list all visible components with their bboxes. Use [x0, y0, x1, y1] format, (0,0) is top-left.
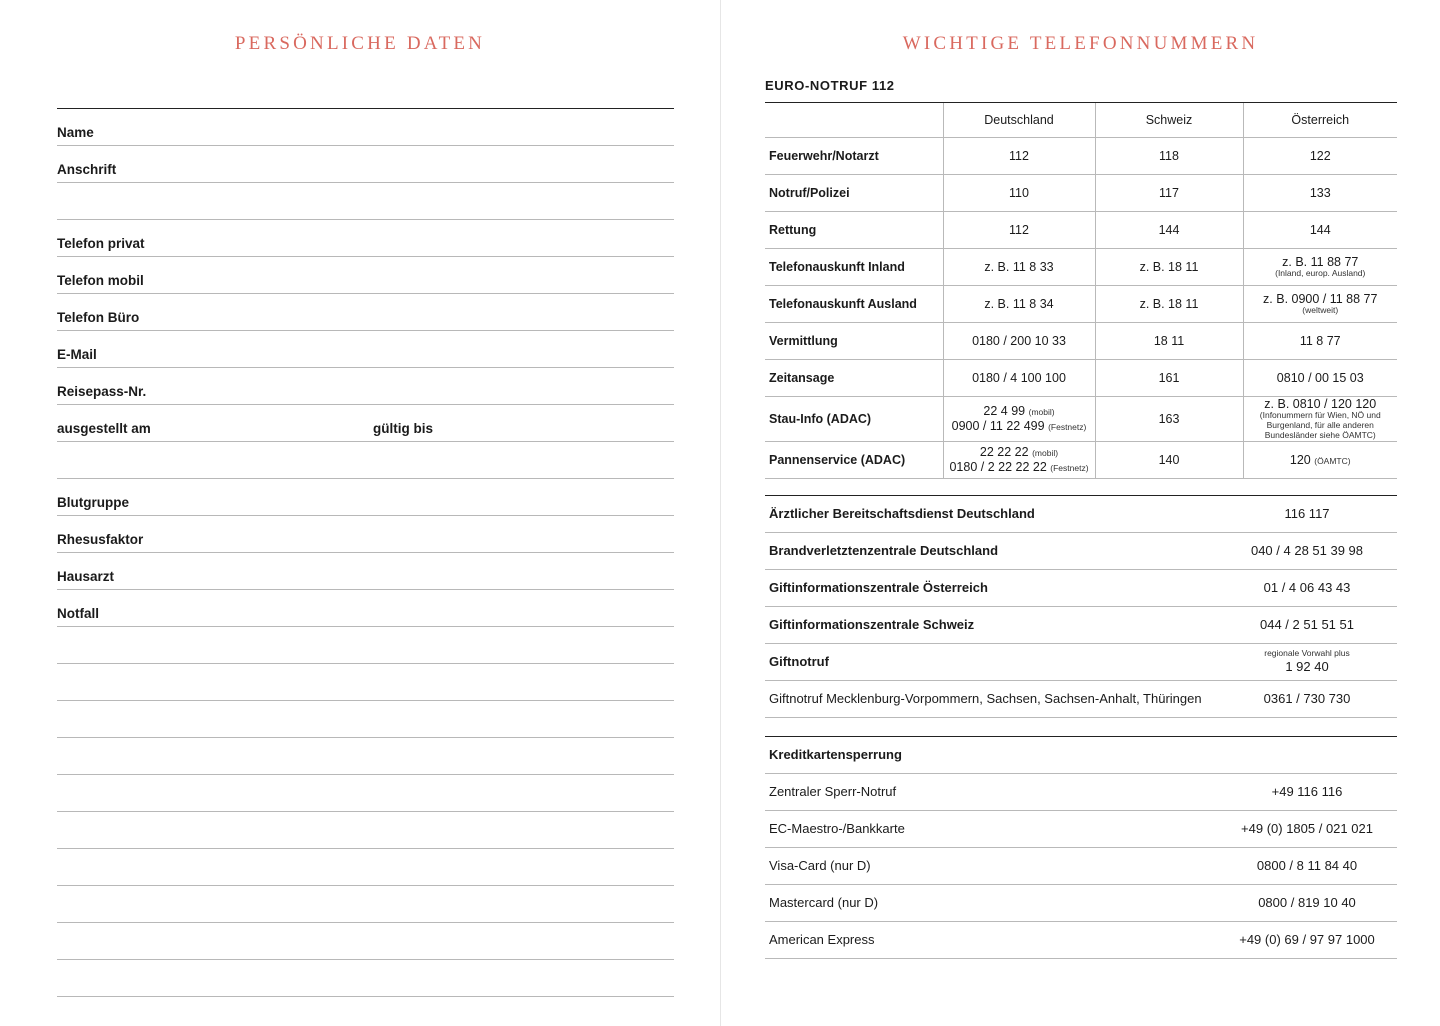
row-label: Vermittlung	[765, 323, 943, 360]
field-label: ausgestellt am	[57, 421, 151, 436]
table-row	[765, 532, 1397, 569]
value-de-note2: (Festnetz)	[1048, 421, 1087, 432]
value-at-note: (ÖAMTC)	[1314, 455, 1351, 466]
column-header-oesterreich: Österreich	[1243, 103, 1397, 138]
field-anschrift-line2[interactable]	[57, 183, 674, 220]
field-label: Blutgruppe	[57, 495, 129, 510]
field-label: Telefon mobil	[57, 273, 144, 288]
value-ch: 18 11	[1095, 323, 1243, 360]
value-de	[943, 397, 1095, 442]
table-row	[765, 680, 1397, 717]
value-ch: z. B. 18 11	[1095, 249, 1243, 286]
table-row	[765, 441, 1397, 478]
row-label: Pannenservice (ADAC)	[765, 441, 943, 478]
value-at-note: (Inland, europ. Ausland)	[1275, 268, 1366, 279]
field-hausarzt[interactable]	[57, 553, 674, 590]
value-at: 133	[1243, 175, 1397, 212]
field-label: E-Mail	[57, 347, 97, 362]
field-telefon-privat[interactable]	[57, 220, 674, 257]
card-label: Zentraler Sperr-Notruf	[765, 774, 1217, 811]
service-value: 040 / 4 28 51 39 98	[1217, 532, 1397, 569]
service-label: Giftinformationszentrale Schweiz	[765, 606, 1217, 643]
table-row	[765, 810, 1397, 847]
service-label: Giftinformationszentrale Österreich	[765, 569, 1217, 606]
value-de-line1: 22 4 99	[983, 404, 1026, 419]
field-label: Rhesusfaktor	[57, 532, 144, 547]
value-at	[1243, 397, 1397, 442]
table-row	[765, 249, 1397, 286]
value-de-line1: 22 22 22	[979, 445, 1029, 460]
table-row	[765, 175, 1397, 212]
value-de-line2: 0900 / 11 22 499	[951, 418, 1045, 433]
value-ch: 118	[1095, 138, 1243, 175]
credit-card-block	[765, 736, 1397, 959]
value-at-main: z. B. 0900 / 11 88 77	[1263, 291, 1378, 306]
value-de-note1: (mobil)	[1028, 407, 1055, 418]
field-blank-7[interactable]	[57, 812, 674, 849]
row-label: Stau-Info (ADAC)	[765, 397, 943, 442]
card-value: +49 (0) 1805 / 021 021	[1217, 810, 1397, 847]
value-ch: 140	[1095, 441, 1243, 478]
value-at: 0810 / 00 15 03	[1243, 360, 1397, 397]
row-label: Notruf/Polizei	[765, 175, 943, 212]
value-de-note1: (mobil)	[1032, 448, 1059, 459]
page-title-personal-data: PERSÖNLICHE DATEN	[234, 33, 486, 54]
field-blank-5[interactable]	[57, 738, 674, 775]
value-at	[1243, 441, 1397, 478]
value-de-note2: (Festnetz)	[1050, 462, 1089, 473]
service-label: Giftnotruf	[765, 643, 1217, 680]
value-at	[1243, 249, 1397, 286]
field-telefon-buero[interactable]	[57, 294, 674, 331]
card-value: 0800 / 8 11 84 40	[1217, 847, 1397, 884]
card-label: American Express	[765, 921, 1217, 958]
table-row	[765, 884, 1397, 921]
table-row	[765, 921, 1397, 958]
field-label: Telefon Büro	[57, 310, 140, 325]
table-row	[765, 847, 1397, 884]
value-at-main: z. B. 11 88 77	[1282, 254, 1359, 269]
field-blank-10[interactable]	[57, 923, 674, 960]
field-notfall[interactable]	[57, 590, 674, 627]
value-at-main: 120	[1289, 452, 1311, 467]
table-row	[765, 643, 1397, 680]
row-label: Zeitansage	[765, 360, 943, 397]
table-row	[765, 496, 1397, 533]
value-de: z. B. 11 8 34	[943, 286, 1095, 323]
card-label: Visa-Card (nur D)	[765, 847, 1217, 884]
emergency-numbers-table	[765, 103, 1397, 479]
value-at: 11 8 77	[1243, 323, 1397, 360]
value-ch: z. B. 18 11	[1095, 286, 1243, 323]
field-email[interactable]	[57, 331, 674, 368]
value-at: 144	[1243, 212, 1397, 249]
service-value: 116 117	[1217, 496, 1397, 533]
field-blutgruppe[interactable]	[57, 479, 674, 516]
service-label: Ärztlicher Bereitschaftsdienst Deutschland	[765, 496, 1217, 533]
service-value-main: 1 92 40	[1285, 659, 1329, 675]
field-blank-9[interactable]	[57, 886, 674, 923]
field-telefon-mobil[interactable]	[57, 257, 674, 294]
credit-card-title: Kreditkartensperrung	[765, 737, 1397, 774]
value-de: z. B. 11 8 33	[943, 249, 1095, 286]
field-blank-6[interactable]	[57, 775, 674, 812]
field-label: Reisepass-Nr.	[57, 384, 147, 399]
field-label-secondary: gültig bis	[373, 421, 433, 436]
value-at	[1243, 286, 1397, 323]
row-label: Feuerwehr/Notarzt	[765, 138, 943, 175]
value-ch: 117	[1095, 175, 1243, 212]
service-value: 01 / 4 06 43 43	[1217, 569, 1397, 606]
field-blank-11[interactable]	[57, 960, 674, 997]
value-de	[943, 441, 1095, 478]
row-label: Telefonauskunft Inland	[765, 249, 943, 286]
service-value-note: regionale Vorwahl plus	[1264, 648, 1350, 659]
field-label: Telefon privat	[57, 236, 145, 251]
field-blank-2[interactable]	[57, 627, 674, 664]
service-label: Brandverletztenzentrale Deutschland	[765, 532, 1217, 569]
personal-data-form	[57, 108, 674, 997]
column-header-schweiz: Schweiz	[1095, 103, 1243, 138]
value-at-main: z. B. 0810 / 120 120	[1264, 397, 1377, 411]
value-de: 0180 / 4 100 100	[943, 360, 1095, 397]
field-label: Notfall	[57, 606, 99, 621]
card-label: Mastercard (nur D)	[765, 884, 1217, 921]
field-label: Anschrift	[57, 162, 117, 177]
value-ch: 144	[1095, 212, 1243, 249]
value-at-note: (weltweit)	[1302, 305, 1339, 316]
service-value	[1217, 643, 1397, 680]
table-row	[765, 606, 1397, 643]
field-blank-3[interactable]	[57, 664, 674, 701]
right-page	[720, 0, 1440, 1026]
value-de-line2: 0180 / 2 22 22 22	[949, 459, 1047, 474]
services-block	[765, 495, 1397, 718]
field-reisepass-nr[interactable]	[57, 368, 674, 405]
card-value: +49 116 116	[1217, 774, 1397, 811]
credit-card-table	[765, 774, 1397, 959]
value-de: 110	[943, 175, 1095, 212]
table-header-row	[765, 103, 1397, 138]
field-ausgestellt-gueltig[interactable]	[57, 405, 674, 442]
service-value: 0361 / 730 730	[1217, 680, 1397, 717]
field-anschrift[interactable]	[57, 146, 674, 183]
value-at: 122	[1243, 138, 1397, 175]
table-row	[765, 138, 1397, 175]
table-row	[765, 286, 1397, 323]
value-at-note: (Infonummern für Wien, NÖ und Burgenland, für alle anderen Bundesländer siehe ÖAMTC)	[1259, 410, 1381, 440]
table-row	[765, 360, 1397, 397]
field-rhesusfaktor[interactable]	[57, 516, 674, 553]
field-label: Hausarzt	[57, 569, 115, 584]
service-value: 044 / 2 51 51 51	[1217, 606, 1397, 643]
table-row	[765, 774, 1397, 811]
table-row	[765, 212, 1397, 249]
value-de: 112	[943, 138, 1095, 175]
table-row	[765, 569, 1397, 606]
field-blank-4[interactable]	[57, 701, 674, 738]
table-row	[765, 323, 1397, 360]
card-label: EC-Maestro-/Bankkarte	[765, 810, 1217, 847]
column-header-blank	[765, 103, 943, 138]
column-header-deutschland: Deutschland	[943, 103, 1095, 138]
value-de: 0180 / 200 10 33	[943, 323, 1095, 360]
card-value: +49 (0) 69 / 97 97 1000	[1217, 921, 1397, 958]
service-label: Giftnotruf Mecklenburg-Vorpommern, Sachsen, Sachsen-Anhalt, Thüringen	[765, 680, 1217, 717]
field-blank-1[interactable]	[57, 442, 674, 479]
value-de: 112	[943, 212, 1095, 249]
field-label: Name	[57, 125, 94, 140]
services-table	[765, 496, 1397, 718]
field-blank-8[interactable]	[57, 849, 674, 886]
value-ch: 163	[1095, 397, 1243, 442]
euro-notruf-heading: EURO-NOTRUF 112	[765, 78, 1397, 103]
row-label: Telefonauskunft Ausland	[765, 286, 943, 323]
value-ch: 161	[1095, 360, 1243, 397]
phone-numbers-content	[765, 78, 1397, 959]
row-label: Rettung	[765, 212, 943, 249]
card-value: 0800 / 819 10 40	[1217, 884, 1397, 921]
field-name[interactable]	[57, 109, 674, 146]
page-title-phone-numbers: WICHTIGE TELEFONNUMMERN	[902, 33, 1259, 54]
table-row	[765, 397, 1397, 442]
